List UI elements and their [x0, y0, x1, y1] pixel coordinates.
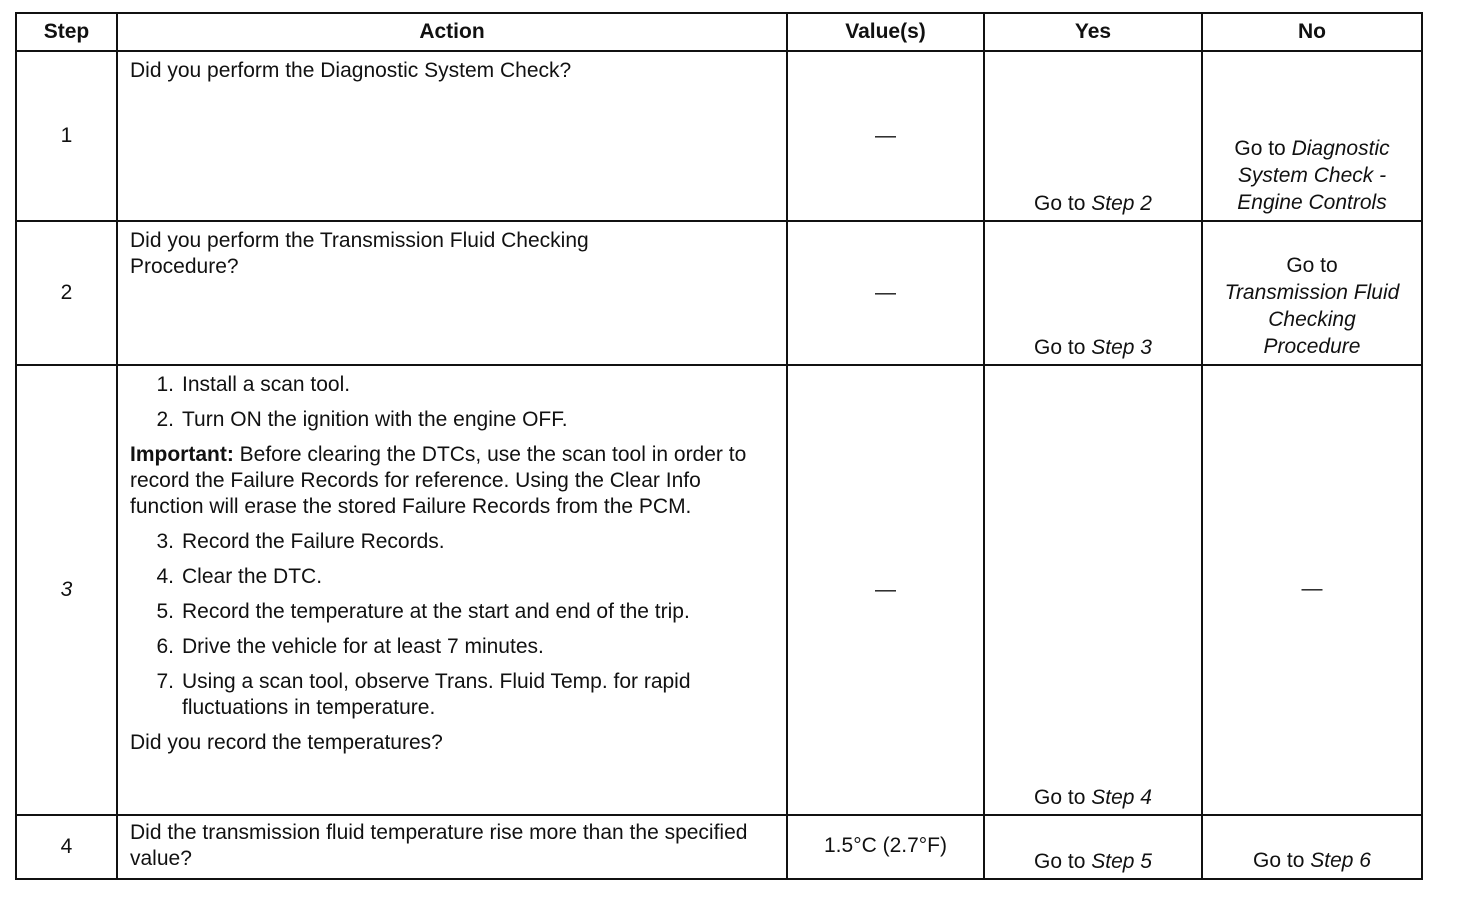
- header-step: Step: [16, 13, 117, 51]
- yes-cell: [984, 51, 1202, 221]
- item-text: Clear the DTC.: [182, 565, 323, 588]
- step-number: 2: [16, 221, 117, 365]
- value-cell: —: [787, 365, 984, 815]
- no-cell: [1202, 221, 1422, 365]
- yes-cell: [984, 221, 1202, 365]
- list-item: [130, 634, 776, 660]
- yes-step-link[interactable]: Step 5: [1091, 850, 1152, 873]
- item-text: Turn ON the ignition with the engine OFF.: [182, 408, 568, 431]
- value-cell: —: [787, 221, 984, 365]
- important-label: Important:: [130, 443, 234, 466]
- yes-prefix: Go to: [1034, 786, 1092, 809]
- yes-cell: [984, 365, 1202, 815]
- no-procedure-link[interactable]: Diagnostic System Check - Engine Controls: [1237, 137, 1390, 214]
- item-text: Using a scan tool, observe Trans. Fluid Temp. for rapid fluctuations in temperature.: [182, 670, 691, 719]
- no-step-link[interactable]: Step 6: [1310, 849, 1371, 872]
- item-text: Record the temperature at the start and end of the trip.: [182, 600, 690, 623]
- item-number: 2.: [156, 408, 174, 431]
- item-text: Drive the vehicle for at least 7 minutes.: [182, 635, 544, 658]
- item-text: Install a scan tool.: [182, 373, 351, 396]
- table-row-step-4: [16, 815, 1422, 879]
- no-prefix: Go to: [1286, 254, 1338, 277]
- no-cell: —: [1202, 365, 1422, 815]
- table-row-step-1: [16, 51, 1422, 221]
- list-item: [130, 669, 776, 721]
- step-number: 4: [16, 815, 117, 879]
- list-item: [130, 599, 776, 625]
- procedure-list-b: [130, 529, 776, 721]
- diagnostic-table: [15, 12, 1423, 880]
- action-text: Did you perform the Transmission Fluid Checking Procedure?: [117, 221, 787, 365]
- yes-prefix: Go to: [1034, 336, 1092, 359]
- step-number: 3: [16, 365, 117, 815]
- action-text: Did the transmission fluid temperature rise more than the specified value?: [117, 815, 787, 879]
- yes-step-link[interactable]: Step 2: [1091, 192, 1152, 215]
- procedure-list-a: [130, 372, 776, 433]
- no-prefix: Go to: [1253, 849, 1311, 872]
- list-item: [130, 372, 776, 398]
- header-action: Action: [117, 13, 787, 51]
- important-note: [130, 442, 776, 520]
- table-row-step-2: [16, 221, 1422, 365]
- table-row-step-3: [16, 365, 1422, 815]
- action-text: Did you perform the Diagnostic System Check?: [117, 51, 787, 221]
- item-number: 1.: [156, 373, 174, 396]
- item-number: 4.: [156, 565, 174, 588]
- no-prefix: Go to: [1234, 137, 1292, 160]
- header-row: [16, 13, 1422, 51]
- yes-prefix: Go to: [1034, 192, 1092, 215]
- action-cell: [117, 365, 787, 815]
- header-values: Value(s): [787, 13, 984, 51]
- header-yes: Yes: [984, 13, 1202, 51]
- value-cell: —: [787, 51, 984, 221]
- item-number: 5.: [156, 600, 174, 623]
- important-text: Before clearing the DTCs, use the scan tool in order to record the Failure Records for reference. Using the Clear Info function will erase the stored Failure Records from the PCM.: [130, 443, 747, 518]
- list-item: [130, 407, 776, 433]
- yes-step-link[interactable]: Step 3: [1091, 336, 1152, 359]
- item-number: 3.: [156, 530, 174, 553]
- item-number: 7.: [156, 670, 174, 693]
- yes-step-link[interactable]: Step 4: [1091, 786, 1152, 809]
- no-cell: [1202, 815, 1422, 879]
- no-procedure-link[interactable]: Transmission Fluid Checking Procedure: [1224, 281, 1400, 358]
- yes-cell: [984, 815, 1202, 879]
- list-item: [130, 529, 776, 555]
- yes-prefix: Go to: [1034, 850, 1092, 873]
- value-cell: 1.5°C (2.7°F): [787, 815, 984, 879]
- question-text: Did you record the temperatures?: [130, 731, 443, 754]
- item-text: Record the Failure Records.: [182, 530, 445, 553]
- list-item: [130, 564, 776, 590]
- item-number: 6.: [156, 635, 174, 658]
- step-number: 1: [16, 51, 117, 221]
- no-cell: [1202, 51, 1422, 221]
- header-no: No: [1202, 13, 1422, 51]
